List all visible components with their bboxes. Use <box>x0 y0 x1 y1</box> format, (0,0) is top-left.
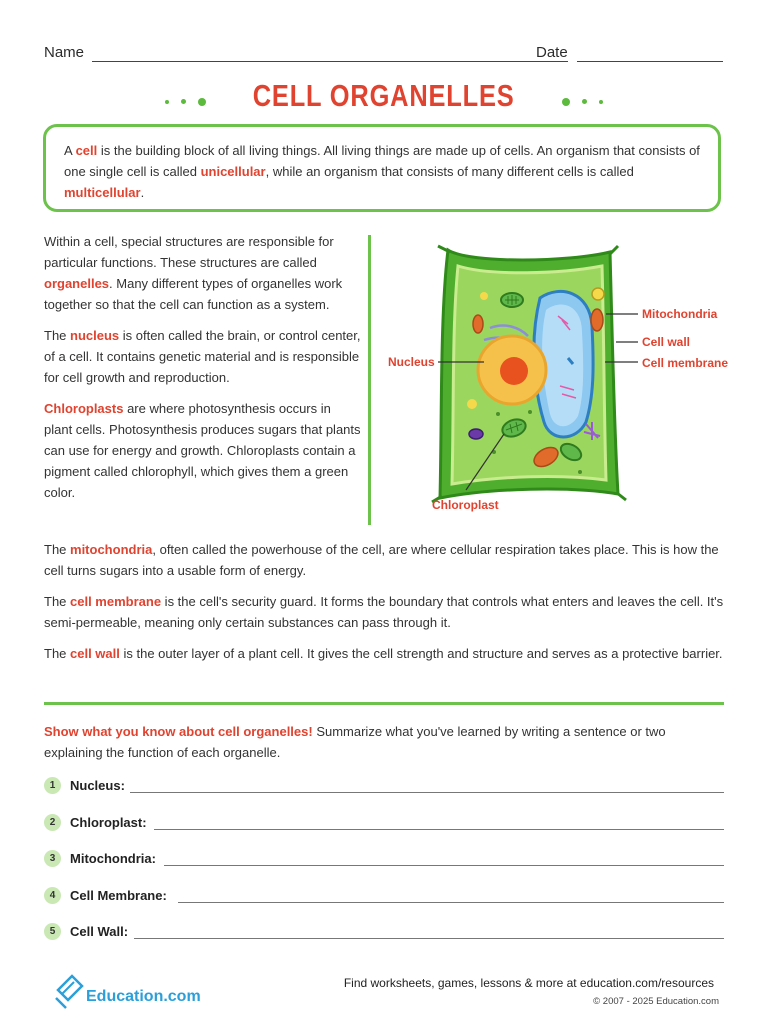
term-cell-wall: cell wall <box>70 646 120 661</box>
question-row <box>44 848 724 870</box>
term-chloroplasts: Chloroplasts <box>44 401 124 416</box>
plant-cell-diagram <box>380 236 740 536</box>
question-label: Cell Membrane: <box>70 888 167 903</box>
footer-copyright: © 2007 - 2025 Education.com <box>593 996 719 1007</box>
dots-left-icon <box>159 82 212 122</box>
horizontal-divider <box>44 702 724 705</box>
question-row <box>44 775 724 797</box>
name-date-row <box>44 42 724 64</box>
left-column <box>44 231 362 513</box>
label-nucleus: Nucleus <box>388 355 435 369</box>
plant-cell-illustration <box>380 236 740 536</box>
question-number-badge: 4 <box>44 887 61 904</box>
term-unicellular: unicellular <box>200 164 266 179</box>
term-nucleus: nucleus <box>70 328 120 343</box>
question-label: Cell Wall: <box>70 924 129 939</box>
question-row <box>44 885 724 907</box>
answer-line[interactable] <box>178 902 724 903</box>
question-number-badge: 3 <box>44 850 61 867</box>
logo-pencil-icon <box>52 970 84 1010</box>
nucleus-paragraph: The nucleus is often called the brain, or control center, of a cell. It contains genetic material and is responsible for cell growth and reproduction. <box>44 328 361 385</box>
intro-box <box>43 124 721 212</box>
question-number-badge: 5 <box>44 923 61 940</box>
question-label: Mitochondria: <box>70 851 156 866</box>
date-field[interactable] <box>577 61 723 62</box>
question-label: Nucleus: <box>70 778 125 793</box>
question-number-badge: 1 <box>44 777 61 794</box>
mitochondria-paragraph: The mitochondria, often called the powerhouse of the cell, are where cellular respiration takes place. This is how the cell turns sugars into a usable form of energy. <box>44 542 719 578</box>
page-title: CELL ORGANELLES <box>253 78 515 113</box>
chloroplast-paragraph: Chloroplasts are where photosynthesis occurs in plant cells. Photosynthesis produces sugars that plants can use for energy and growth. Chloroplasts contain a pigment called chlorophyll, which gives them a green color. <box>44 401 361 500</box>
term-cell: cell <box>75 143 98 158</box>
cell-membrane-paragraph: The cell membrane is the cell's security guard. It forms the boundary that controls what enters and leaves the cell. It's semi-permeable, meaning only certain substances can pass through it. <box>44 594 724 630</box>
answer-line[interactable] <box>130 792 724 793</box>
answer-line[interactable] <box>164 865 724 866</box>
label-mitochondria: Mitochondria <box>642 307 718 321</box>
logo-text: Education.com <box>86 988 201 1005</box>
question-row <box>44 812 724 834</box>
organelles-paragraph: Within a cell, special structures are responsible for particular functions. These structures are called organelles. Many different types of organelles work together so that the cell can function as a system. <box>44 234 343 312</box>
education-logo[interactable] <box>52 970 212 1010</box>
answer-line[interactable] <box>134 938 724 939</box>
lower-paragraphs <box>44 539 724 674</box>
intro-text: A cell is the building block of all living things. All living things are made up of cells. An organism that consists of one single cell is called unicellular, while an organism that consists of many different cells is called multicellular. <box>64 143 700 200</box>
name-field[interactable] <box>92 61 568 62</box>
vertical-divider <box>368 235 371 525</box>
term-organelles: organelles <box>44 276 110 291</box>
question-row <box>44 921 724 943</box>
dots-right-icon <box>556 82 609 122</box>
label-chloroplast: Chloroplast <box>432 498 499 512</box>
cell-wall-paragraph: The cell wall is the outer layer of a plant cell. It gives the cell strength and structure and serves as a protective barrier. <box>44 646 723 661</box>
footer-resources-link[interactable]: Find worksheets, games, lessons & more at education.com/resources <box>343 976 714 990</box>
term-cell-membrane: cell membrane <box>70 594 162 609</box>
activity-prompt: Show what you know about cell organelles! Summarize what you've learned by writing a sentence or two explaining the function of each organelle. <box>44 724 666 760</box>
name-label: Name <box>44 44 85 61</box>
label-cell-wall: Cell wall <box>642 335 691 349</box>
question-label: Chloroplast: <box>70 815 147 830</box>
answer-line[interactable] <box>154 829 724 830</box>
date-label: Date <box>536 44 568 61</box>
title-row <box>0 76 768 116</box>
label-cell-membrane: Cell membrane <box>642 356 729 370</box>
activity-heading: Show what you know about cell organelles! <box>44 724 313 739</box>
term-mitochondria: mitochondria <box>70 542 153 557</box>
term-multicellular: multicellular <box>64 185 141 200</box>
question-number-badge: 2 <box>44 814 61 831</box>
